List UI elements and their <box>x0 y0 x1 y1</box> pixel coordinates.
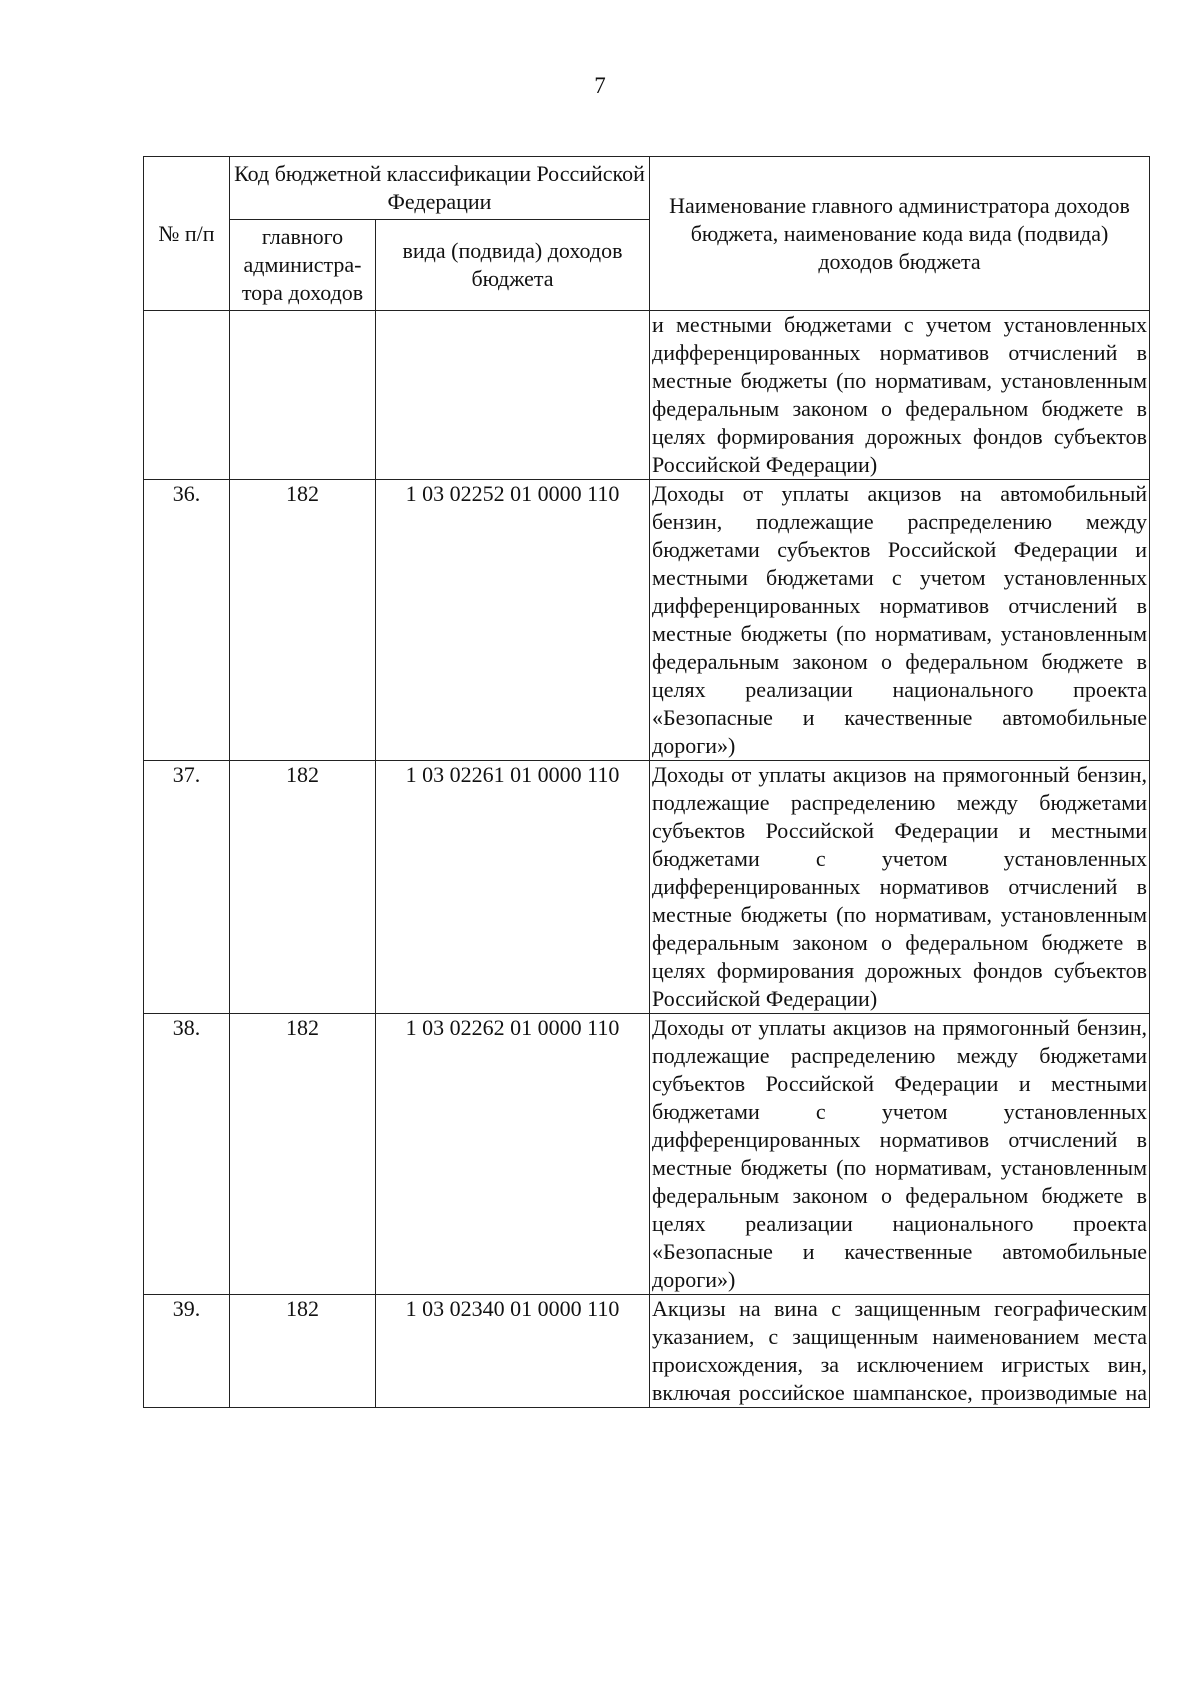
row-description <box>650 761 1150 1014</box>
row-income-code: 1 03 02262 01 0000 110 <box>376 1014 650 1295</box>
row-number: 37. <box>144 761 230 1014</box>
row-description-text: Акцизы на вина с защищенным географическим указанием, с защищенным наименованием места происхождения, за исключением игристых вин, включая российское шампанское, производимые на <box>652 1296 1148 1405</box>
row-description-text: Доходы от уплаты акцизов на прямогонный бензин, подлежащие распределению между бюджетами субъектов Российской Федерации и местными бюджетами с учетом установленных дифференцированных нормативов отчислений в местные бюджеты (по нормативам, установленным федеральным законом о федеральном бюджете в целях реализации национального проекта «Безопасные и качественные автомобильные <box>652 1015 1148 1264</box>
row-description-last-line: дороги») <box>652 733 736 758</box>
row-income-code: 1 03 02261 01 0000 110 <box>376 761 650 1014</box>
budget-classification-table <box>143 156 1150 1408</box>
row-description-last-line: Российской Федерации) <box>652 452 878 477</box>
header-main-administrator: главного администра-тора доходов <box>230 220 376 311</box>
row-description <box>650 311 1150 480</box>
row-number: 38. <box>144 1014 230 1295</box>
row-administrator-code: 182 <box>230 761 376 1014</box>
row-income-code: 1 03 02340 01 0000 110 <box>376 1295 650 1408</box>
row-description-text: Доходы от уплаты акцизов на прямогонный бензин, подлежащие распределению между бюджетами субъектов Российской Федерации и местными бюджетами с учетом установленных дифференцированных нормативов отчислений в местные бюджеты (по нормативам, установленным федеральным законом о федеральном бюджете в целях формирования дорожных фондов субъектов <box>652 762 1148 983</box>
header-classification-code: Код бюджетной классификации Российской Федерации <box>230 157 650 220</box>
header-number: № п/п <box>144 157 230 311</box>
row-description <box>650 480 1150 761</box>
row-description <box>650 1014 1150 1295</box>
row-description <box>650 1295 1150 1408</box>
row-number: 36. <box>144 480 230 761</box>
table-row <box>144 761 1150 1014</box>
table-row <box>144 1014 1150 1295</box>
row-administrator-code: 182 <box>230 1014 376 1295</box>
table-row <box>144 1295 1150 1408</box>
row-administrator-code <box>230 311 376 480</box>
row-description-text: Доходы от уплаты акцизов на автомобильный бензин, подлежащие распределению между бюджетами субъектов Российской Федерации и местными бюджетами с учетом установленных дифференцированных нормативов отчислений в местные бюджеты (по нормативам, установленным федеральным законом о федеральном бюджете в целях реализации национального проекта «Безопасные и качественные автомобильные <box>652 481 1148 730</box>
row-description-last-line: Российской Федерации) <box>652 986 878 1011</box>
row-number <box>144 311 230 480</box>
row-administrator-code: 182 <box>230 1295 376 1408</box>
row-administrator-code: 182 <box>230 480 376 761</box>
header-administrator-name: Наименование главного администратора доходов бюджета, наименование кода вида (подвида) доходов бюджета <box>650 157 1150 311</box>
page-number: 7 <box>594 73 606 98</box>
table-row <box>144 311 1150 480</box>
header-row-top <box>144 157 1150 220</box>
row-number: 39. <box>144 1295 230 1408</box>
row-income-code: 1 03 02252 01 0000 110 <box>376 480 650 761</box>
row-description-text: и местными бюджетами с учетом установленных дифференцированных нормативов отчислений в местные бюджеты (по нормативам, установленным федеральным законом о федеральном бюджете в целях формирования дорожных фондов субъектов <box>652 312 1148 449</box>
row-income-code <box>376 311 650 480</box>
header-income-type: вида (подвида) доходов бюджета <box>376 220 650 311</box>
table-row <box>144 480 1150 761</box>
row-description-last-line: дороги») <box>652 1267 736 1292</box>
